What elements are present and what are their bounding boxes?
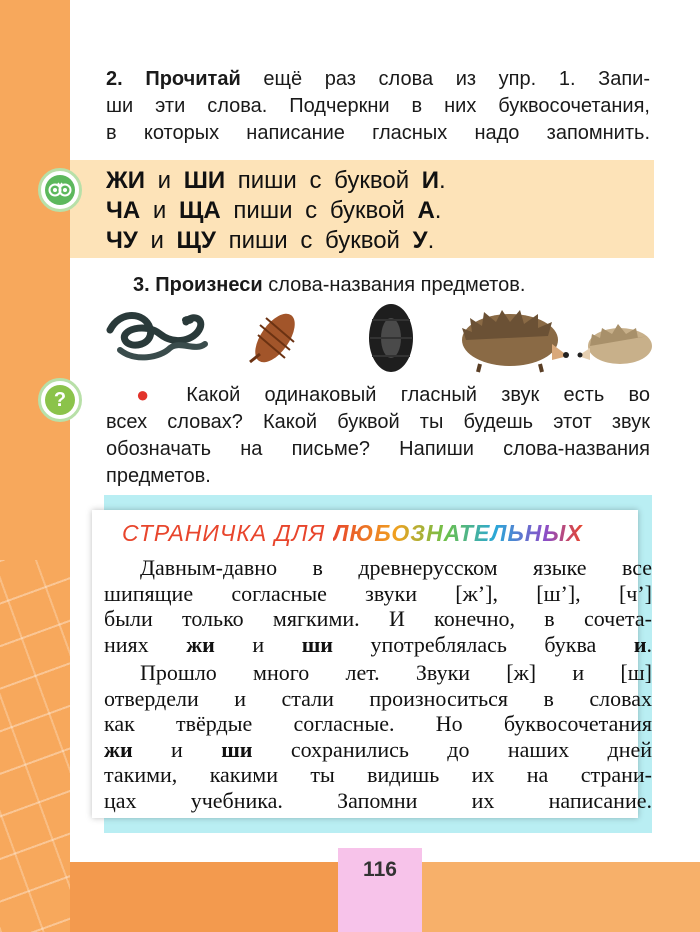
tire-icon: [369, 304, 413, 372]
curious-p2-line-2: отвердели и стали произноситься в словах: [104, 685, 652, 711]
owl-icon: [45, 175, 75, 205]
rule-badge: [38, 168, 82, 212]
bullet-icon: ●: [136, 382, 150, 407]
task-3: [133, 272, 525, 299]
page-number: 116: [363, 858, 397, 881]
rule-row-2-and: и: [152, 197, 167, 224]
rule-row-1-letter-b: ШИ: [183, 167, 226, 194]
rule-row-3: [106, 226, 434, 256]
curious-title: [122, 518, 583, 548]
question-icon: [45, 385, 75, 415]
rule-row-2: [106, 196, 441, 226]
rule-row-2-text: пиши с буквой: [233, 197, 405, 224]
question-text: [106, 382, 650, 490]
curious-p1-line-2: шипящие согласные звуки [ж’], [ш’], [ч’]: [104, 580, 652, 606]
rule-row-3-end: .: [427, 227, 435, 254]
rule-row-1-end: .: [439, 167, 446, 194]
bottom-background-light: [400, 862, 700, 932]
curious-p1-line-4: ниях жи и ши употреблялась буква и.: [104, 631, 653, 657]
curious-p2-line-5: такими, какими ты видишь их на страни-: [104, 762, 652, 787]
task-2-line-2: ши эти слова. Подчеркни в них буквосочетания,: [106, 95, 650, 117]
task-2-verb: Прочитай: [145, 68, 241, 90]
rule-row-1: [106, 166, 446, 196]
curious-p2-line-1: Прошло много лет. Звуки [ж] и [ш]: [140, 660, 652, 685]
rule-row-1-text: пиши с буквой: [237, 167, 410, 194]
picture-row: [100, 300, 660, 376]
question-badge: [38, 378, 82, 422]
task-2-line-3: в которых написание гласных надо запомнить.: [106, 122, 650, 144]
rule-row-1-letter-a: ЖИ: [106, 167, 145, 194]
task-2-line-1: ещё раз слова из упр. 1. Запи-: [240, 68, 650, 90]
curious-p2-line-4: жи и ши сохранились до наших дней: [104, 736, 653, 762]
curious-p2-line-3: как твёрдые согласные. Но буквосочетания: [104, 711, 652, 736]
rule-row-2-end: .: [434, 197, 442, 224]
curious-paragraph-1: [104, 555, 652, 657]
rule-row-3-and: и: [150, 227, 164, 254]
curious-paragraph-2: [104, 660, 652, 813]
rule-row-1-and: и: [157, 167, 172, 194]
pinecone-icon: [247, 307, 302, 369]
task-2-number: 2.: [106, 68, 123, 90]
hedgehog-icon: [462, 310, 569, 372]
rule-row-3-vowel: У: [412, 227, 428, 254]
rule-row-3-letter-a: ЧУ: [106, 227, 138, 254]
task-3-text: слова-названия предметов.: [262, 274, 526, 296]
task-3-number: 3.: [133, 274, 150, 296]
curious-title-part2: ЛЮБОЗНАТЕЛЬНЫХ: [332, 520, 583, 546]
curious-p2-line-6: цах учебника. Запомни их написание.: [104, 787, 652, 813]
question-line-4: предметов.: [106, 465, 211, 487]
snake-icon: [110, 316, 205, 358]
curious-p1-line-3: были только мягкими. И конечно, в сочета-: [104, 606, 652, 631]
task-2: [106, 66, 650, 147]
question-line-3: обозначать на письме? Напиши слова-названия: [106, 438, 650, 460]
question-line-1: Какой одинаковый гласный звук есть во: [162, 384, 650, 406]
rule-row-3-text: пиши с буквой: [228, 227, 400, 254]
hedgehog-baby-icon: [578, 324, 653, 364]
rule-row-2-vowel: А: [417, 197, 435, 224]
rule-row-2-letter-b: ЩА: [178, 197, 221, 224]
margin-decoration: [0, 560, 70, 932]
curious-title-part1: СТРАНИЧКА ДЛЯ: [122, 520, 326, 546]
task-3-verb: Произнеси: [155, 274, 263, 296]
question-line-2: всех словах? Какой буквой ты будешь этот звук: [106, 411, 650, 433]
rule-row-2-letter-a: ЧА: [106, 197, 141, 224]
curious-p1-line-1: Давным-давно в древнерусском языке все: [140, 555, 652, 580]
question-symbol: ?: [53, 389, 67, 411]
rule-row-1-vowel: И: [421, 167, 440, 194]
rule-row-3-letter-b: ЩУ: [176, 227, 216, 254]
